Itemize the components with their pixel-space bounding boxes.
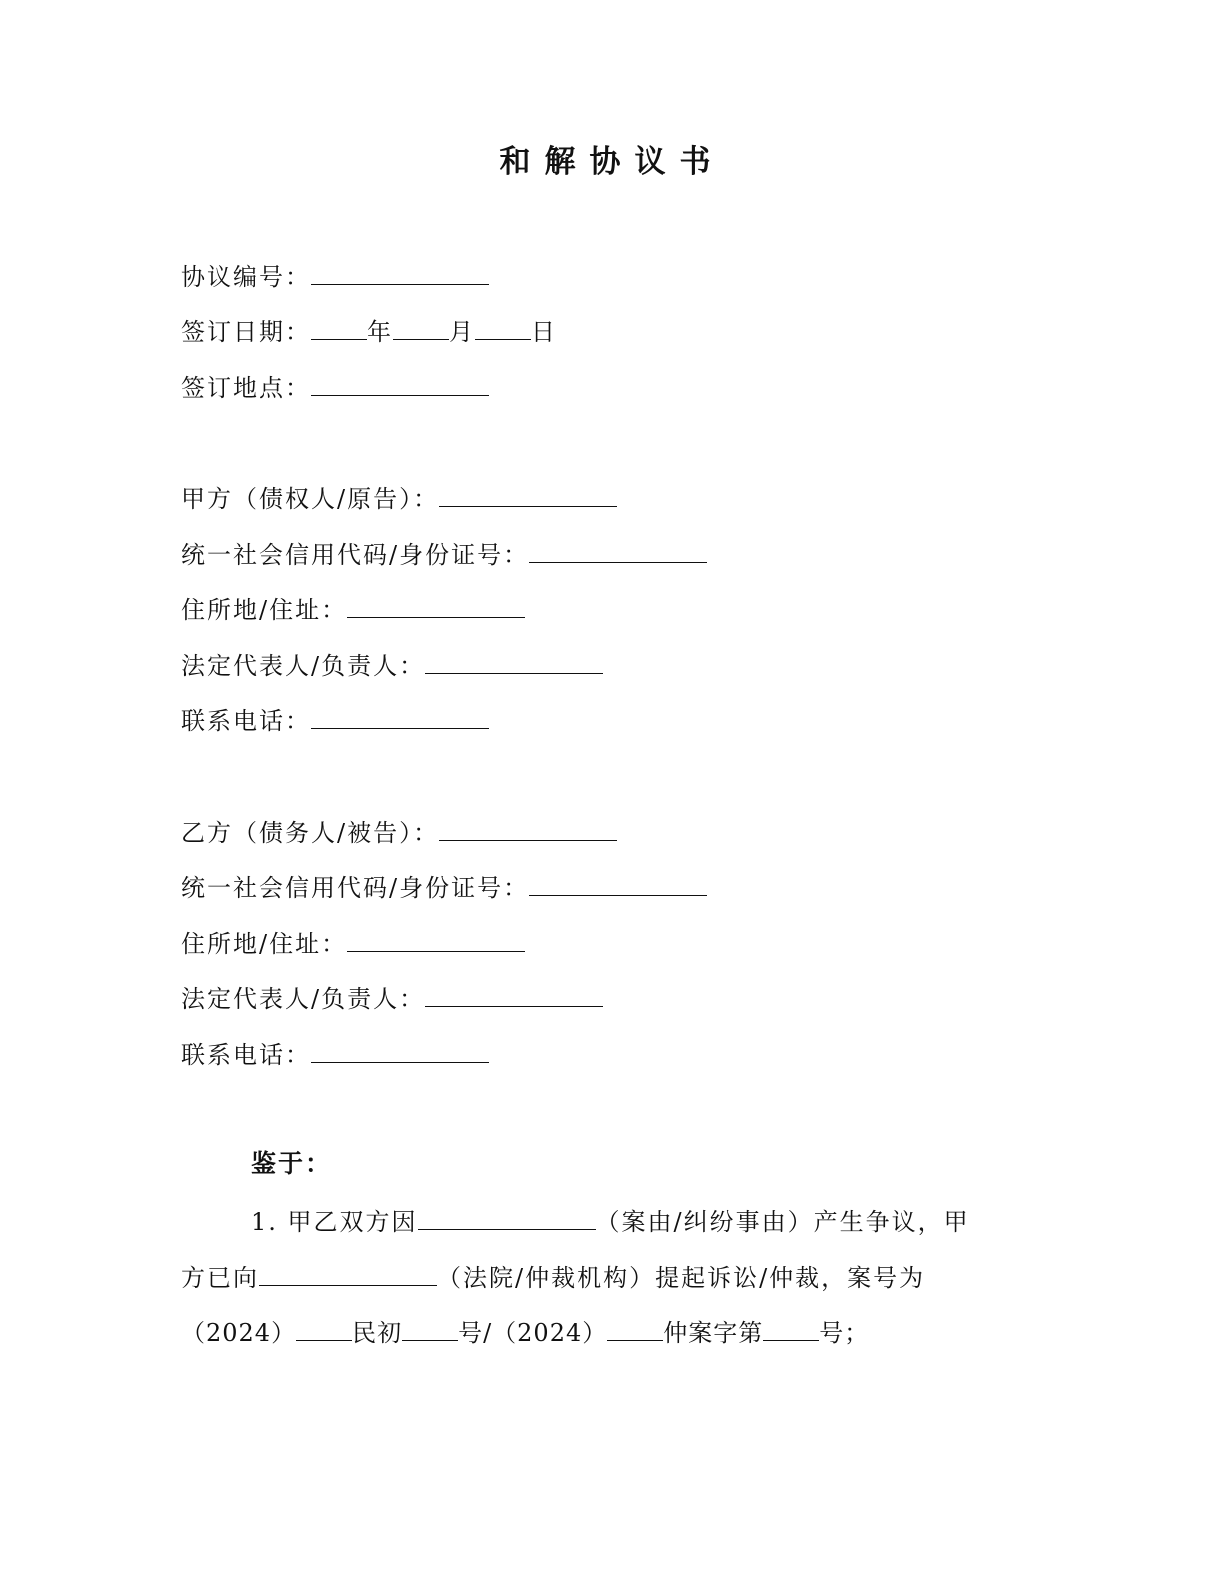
whereas-item1-text-i: 号； — [819, 1319, 870, 1347]
whereas-item1-line1 — [251, 1203, 970, 1239]
month-label: 月 — [449, 318, 475, 346]
party-a-address-line — [181, 591, 525, 627]
party-b-name-blank[interactable] — [439, 814, 617, 841]
document-title: 和解协议书 — [499, 144, 725, 180]
party-a-phone-line — [181, 702, 489, 738]
arbitration-case-number-blank[interactable] — [763, 1314, 819, 1341]
party-b-phone-line — [181, 1036, 489, 1072]
whereas-item1-text-e: （2024） — [181, 1319, 297, 1347]
party-a-credit-code-blank[interactable] — [529, 536, 707, 563]
dispute-cause-blank[interactable] — [418, 1203, 596, 1230]
party-a-representative-line — [181, 647, 603, 683]
party-b-representative-label: 法定代表人/负责人： — [181, 985, 426, 1013]
day-label: 日 — [531, 318, 557, 346]
whereas-item1-text-h: 仲案字第 — [663, 1319, 764, 1347]
party-b-address-label: 住所地/住址： — [181, 930, 348, 958]
year-label: 年 — [367, 318, 393, 346]
agreement-number-line — [181, 258, 489, 294]
whereas-item1-line2 — [181, 1259, 925, 1295]
whereas-item1-line3 — [181, 1314, 869, 1350]
party-b-credit-code-line — [181, 869, 707, 905]
day-blank[interactable] — [475, 313, 531, 340]
party-a-phone-label: 联系电话： — [181, 707, 311, 735]
party-b-name-label: 乙方（债务人/被告）： — [181, 819, 440, 847]
party-a-credit-code-label: 统一社会信用代码/身份证号： — [181, 541, 530, 569]
party-b-address-blank[interactable] — [347, 925, 525, 952]
party-b-address-line — [181, 925, 525, 961]
court-case-number-blank[interactable] — [402, 1314, 458, 1341]
year-blank[interactable] — [311, 313, 367, 340]
agreement-number-blank[interactable] — [311, 258, 489, 285]
sign-place-blank[interactable] — [311, 369, 489, 396]
whereas-item1-text-c: 方已向 — [181, 1264, 259, 1292]
party-b-phone-label: 联系电话： — [181, 1041, 311, 1069]
whereas-item1-text-a: 1. 甲乙双方因 — [251, 1208, 418, 1236]
agreement-number-label: 协议编号： — [181, 263, 311, 291]
party-a-address-blank[interactable] — [347, 591, 525, 618]
whereas-item1-text-f: 民初 — [352, 1319, 403, 1347]
party-b-representative-blank[interactable] — [425, 980, 603, 1007]
party-a-name-line — [181, 480, 617, 516]
whereas-heading: 鉴于： — [251, 1149, 333, 1178]
party-a-phone-blank[interactable] — [311, 702, 489, 729]
party-b-credit-code-label: 统一社会信用代码/身份证号： — [181, 874, 530, 902]
sign-date-label: 签订日期： — [181, 318, 311, 346]
sign-place-line — [181, 369, 489, 405]
party-a-representative-blank[interactable] — [425, 647, 603, 674]
party-a-address-label: 住所地/住址： — [181, 596, 348, 624]
party-b-representative-line — [181, 980, 603, 1016]
whereas-item1-text-d: （法院/仲裁机构）提起诉讼/仲裁，案号为 — [437, 1264, 926, 1292]
party-b-credit-code-blank[interactable] — [529, 869, 707, 896]
court-arbitration-blank[interactable] — [259, 1259, 437, 1286]
sign-place-label: 签订地点： — [181, 374, 311, 402]
whereas-item1-text-g: 号/（2024） — [458, 1319, 608, 1347]
sign-date-line — [181, 313, 557, 349]
arbitration-case-prefix-blank[interactable] — [607, 1314, 663, 1341]
party-b-name-line — [181, 814, 617, 850]
court-case-prefix-blank[interactable] — [296, 1314, 352, 1341]
party-a-representative-label: 法定代表人/负责人： — [181, 652, 426, 680]
whereas-item1-text-b: （案由/纠纷事由）产生争议，甲 — [595, 1208, 970, 1236]
party-b-phone-blank[interactable] — [311, 1036, 489, 1063]
month-blank[interactable] — [393, 313, 449, 340]
party-a-name-label: 甲方（债权人/原告）： — [181, 485, 440, 513]
party-a-credit-code-line — [181, 536, 707, 572]
party-a-name-blank[interactable] — [439, 480, 617, 507]
